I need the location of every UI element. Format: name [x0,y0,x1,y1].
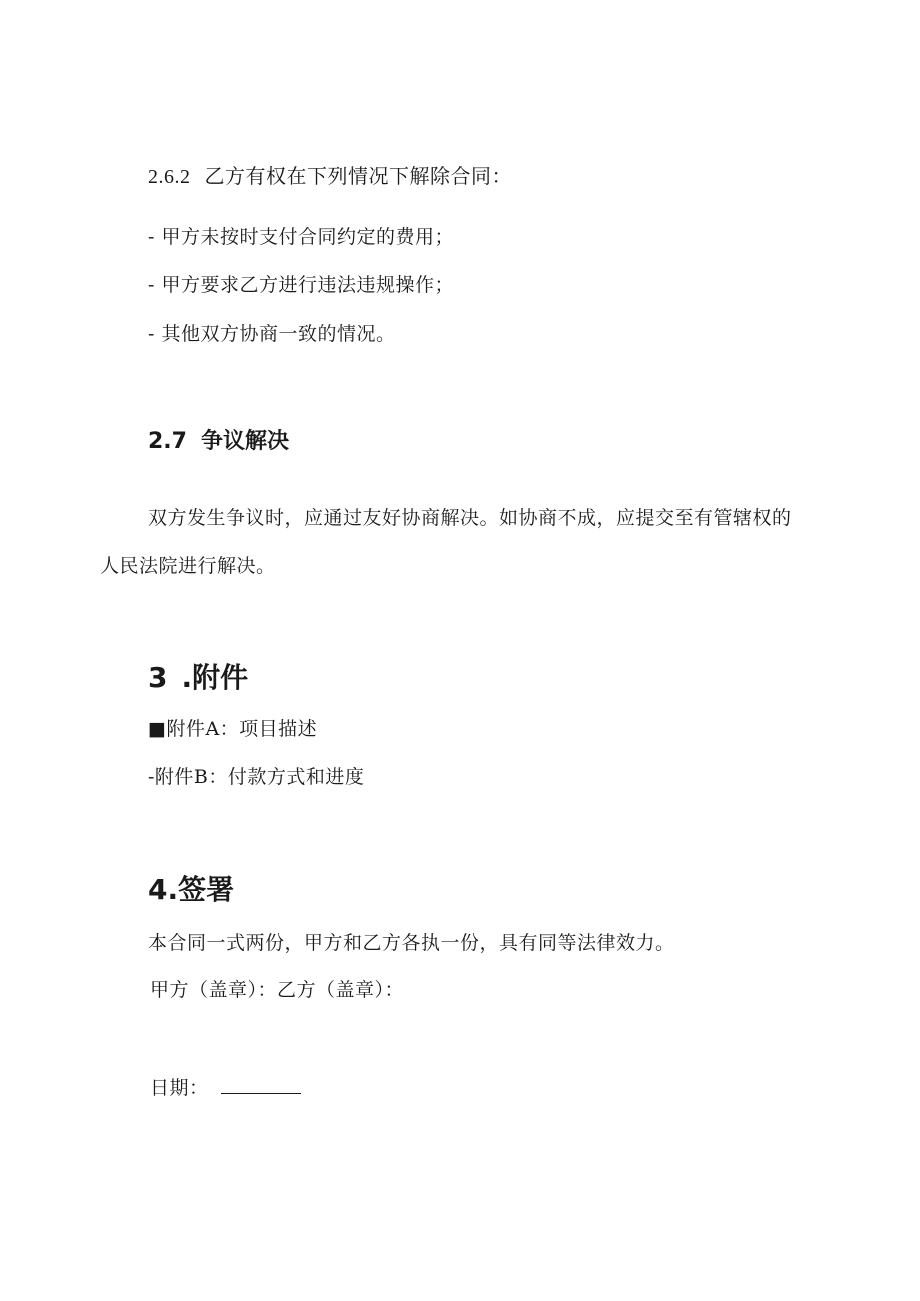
section-title: 争议解决 [200,429,289,454]
paragraph-line: 双方发生争议时，应通过友好协商解决。如协商不成，应提交至有管辖权的 [148,507,792,529]
section-title: 乙方有权在下列情况下解除合同： [204,164,512,188]
date-label: 日期： [150,1077,209,1099]
paragraph-line: 人民法院进行解决。 [100,555,276,577]
signature-line: 甲方（盖章）：乙方（盖章）： [150,979,405,1001]
section-2-7-heading [148,424,289,455]
date-line [150,1073,301,1100]
section-4-heading: 4.签署 [148,873,235,906]
section-number: 2.7 [148,429,187,454]
attachment-item: -附件B：付款方式和进度 [148,766,365,788]
list-item: - 甲方未按时支付合同约定的费用； [148,226,454,248]
section-number: 2.6.2 [148,166,191,188]
list-item: - 其他双方协商一致的情况。 [148,323,396,345]
section-number: 3 [148,661,168,694]
paragraph-line: 本合同一式两份，甲方和乙方各执一份，具有同等法律效力。 [148,932,675,954]
list-item: - 甲方要求乙方进行违法违规操作； [148,274,454,296]
date-blank [221,1079,301,1094]
attachment-item: ■附件A：项目描述 [148,718,318,740]
section-3-heading [148,656,248,696]
section-2-6-2-heading [148,160,512,189]
section-title: .附件 [181,661,249,694]
